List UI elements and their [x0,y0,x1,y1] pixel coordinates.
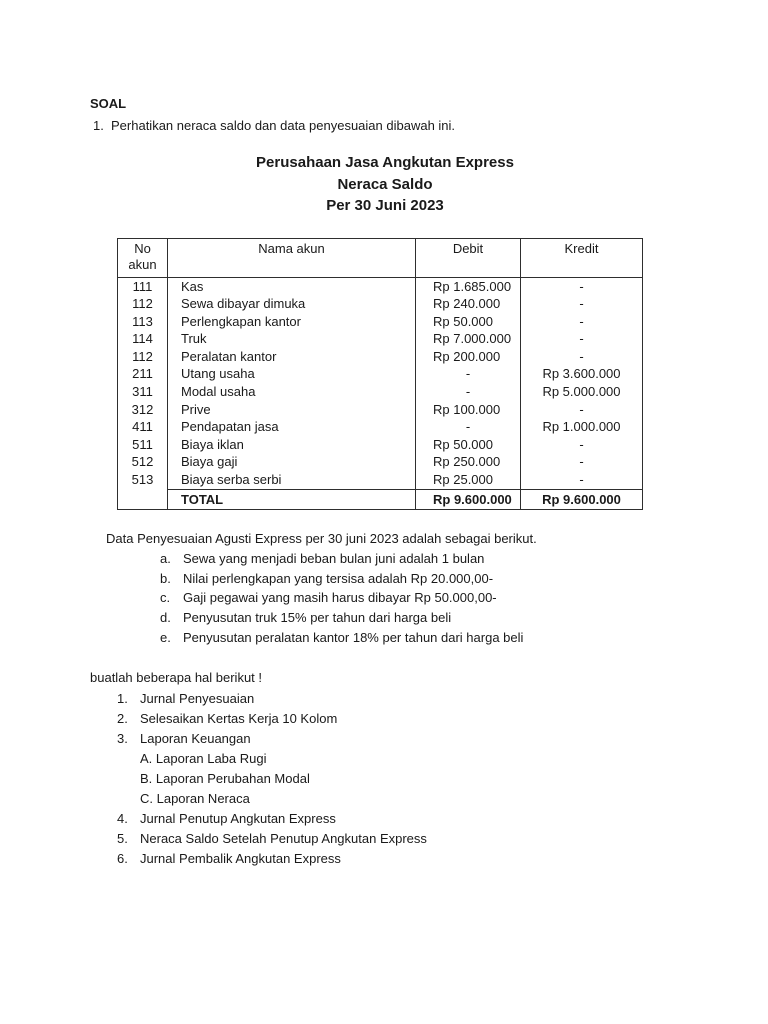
cell-nama-akun: Biaya iklan [168,436,416,454]
cell-debit: - [416,418,521,436]
adjustment-text: Gaji pegawai yang masih harus dibayar Rp 50.000,00- [183,590,497,606]
header-no-akun: No akun [118,238,168,277]
table-row [118,348,643,366]
cell-nama-akun: Prive [168,401,416,419]
cell-debit: Rp 50.000 [416,313,521,331]
cell-debit: Rp 200.000 [416,348,521,366]
total-kredit: Rp 9.600.000 [521,489,643,509]
task-text: Jurnal Penyesuaian [140,691,255,707]
task-item [117,689,680,709]
cell-debit: Rp 50.000 [416,436,521,454]
cell-nama-akun: Sewa dibayar dimuka [168,295,416,313]
cell-kredit: - [521,330,643,348]
cell-no-akun: 211 [132,366,153,382]
task-text: A. Laporan Laba Rugi [140,751,267,767]
cell-nama-akun: Biaya serba serbi [168,471,416,489]
cell-no-akun: 513 [131,472,154,488]
table-footer [118,489,643,509]
task-item [117,809,680,829]
cell-nama-akun: Utang usaha [168,365,416,383]
task-marker [117,749,140,769]
adjustment-item [160,628,680,648]
adjustments-list [90,549,680,649]
cell-kredit: - [521,436,643,454]
task-text: Jurnal Pembalik Angkutan Express [140,851,341,867]
adjustment-item [160,549,680,569]
table-row [118,277,643,295]
cell-no-akun: 113 [132,313,153,329]
task-marker [117,789,140,809]
total-empty-cell [118,489,168,509]
cell-kredit: - [521,401,643,419]
cell-kredit: - [521,471,643,489]
cell-no-akun: 311 [132,384,153,400]
cell-debit: - [416,365,521,383]
report-period: Per 30 Juni 2023 [326,197,444,214]
cell-kredit: Rp 5.000.000 [521,383,643,401]
adjustment-item [160,588,680,608]
task-marker: 6. [117,851,128,867]
cell-kredit: - [521,348,643,366]
tasks-list [90,689,680,869]
adjustment-text: Penyusutan truk 15% per tahun dari harga beli [183,610,452,626]
company-name: Perusahaan Jasa Angkutan Express [256,154,514,171]
table-row [118,401,643,419]
adjustment-item [160,608,680,628]
total-label: TOTAL [168,489,416,509]
task-item [117,769,680,789]
report-name: Neraca Saldo [337,175,433,193]
cell-kredit: Rp 3.600.000 [521,365,643,383]
header-kredit: Kredit [521,238,643,277]
task-text: Laporan Keuangan [140,731,251,747]
header-debit: Debit [416,238,521,277]
cell-debit: Rp 25.000 [416,471,521,489]
cell-no-akun: 312 [131,401,154,417]
table-row [118,418,643,436]
table-body [118,277,643,489]
cell-nama-akun: Biaya gaji [168,453,416,471]
adjustment-text: Penyusutan peralatan kantor 18% per tahun dari harga beli [183,630,524,646]
task-item [117,789,680,809]
cell-debit: Rp 1.685.000 [416,277,521,295]
table-row [118,295,643,313]
cell-no-akun: 511 [132,436,153,452]
cell-kredit: - [521,313,643,331]
task-item [117,849,680,869]
table-row [118,313,643,331]
table-header [118,238,643,277]
total-row [118,489,643,509]
cell-kredit: - [521,277,643,295]
task-item [117,749,680,769]
task-marker [117,769,140,789]
tasks-intro: buatlah beberapa hal berikut ! [90,670,263,686]
table-row [118,365,643,383]
cell-debit: Rp 7.000.000 [416,330,521,348]
table-row [118,330,643,348]
cell-nama-akun: Peralatan kantor [168,348,416,366]
trial-balance-table [117,238,643,510]
task-text: Selesaikan Kertas Kerja 10 Kolom [140,711,338,727]
total-debit: Rp 9.600.000 [416,489,521,509]
adjustments-intro: Data Penyesuaian Agusti Express per 30 juni 2023 adalah sebagai berikut. [106,530,537,546]
cell-no-akun: 512 [131,454,154,470]
cell-kredit: - [521,453,643,471]
cell-nama-akun: Modal usaha [168,383,416,401]
task-marker: 2. [117,711,128,727]
task-text: C. Laporan Neraca [140,791,250,807]
task-text: B. Laporan Perubahan Modal [140,771,310,787]
header-nama-akun: Nama akun [168,238,416,277]
cell-no-akun: 112 [132,348,153,364]
task-marker: 1. [117,691,128,707]
adjustment-marker: e. [160,630,171,646]
cell-no-akun: 114 [132,331,153,347]
cell-kredit: - [521,295,643,313]
section-heading-soal: SOAL [90,96,127,111]
question-item [90,117,680,135]
cell-debit: - [416,383,521,401]
cell-nama-akun: Pendapatan jasa [168,418,416,436]
cell-debit: Rp 100.000 [416,401,521,419]
adjustment-text: Sewa yang menjadi beban bulan juni adalah 1 bulan [183,550,485,566]
adjustment-marker: b. [160,570,171,586]
cell-debit: Rp 240.000 [416,295,521,313]
cell-no-akun: 112 [132,296,153,312]
task-marker: 3. [117,731,128,747]
cell-no-akun: 411 [132,419,153,435]
cell-kredit: Rp 1.000.000 [521,418,643,436]
adjustment-text: Nilai perlengkapan yang tersisa adalah Rp 20.000,00- [183,570,494,586]
table-header-row [118,238,643,277]
cell-no-akun: 111 [132,278,153,294]
task-item [117,829,680,849]
task-marker: 5. [117,831,128,847]
report-title-block [90,152,680,217]
question-text: Perhatikan neraca saldo dan data penyesuaian dibawah ini. [111,118,456,133]
cell-nama-akun: Truk [168,330,416,348]
cell-nama-akun: Kas [168,277,416,295]
cell-nama-akun: Perlengkapan kantor [168,313,416,331]
table-row [118,383,643,401]
adjustment-item [160,569,680,589]
question-number: 1. [93,118,104,133]
task-marker: 4. [117,811,128,827]
task-text: Neraca Saldo Setelah Penutup Angkutan Express [140,831,427,847]
table-row [118,436,643,454]
adjustment-marker: c. [160,590,171,606]
cell-debit: Rp 250.000 [416,453,521,471]
task-item [117,729,680,749]
adjustment-marker: a. [160,550,171,566]
table-row [118,453,643,471]
adjustment-marker: d. [160,610,171,626]
task-text: Jurnal Penutup Angkutan Express [140,811,336,827]
task-item [117,709,680,729]
table-row [118,471,643,489]
